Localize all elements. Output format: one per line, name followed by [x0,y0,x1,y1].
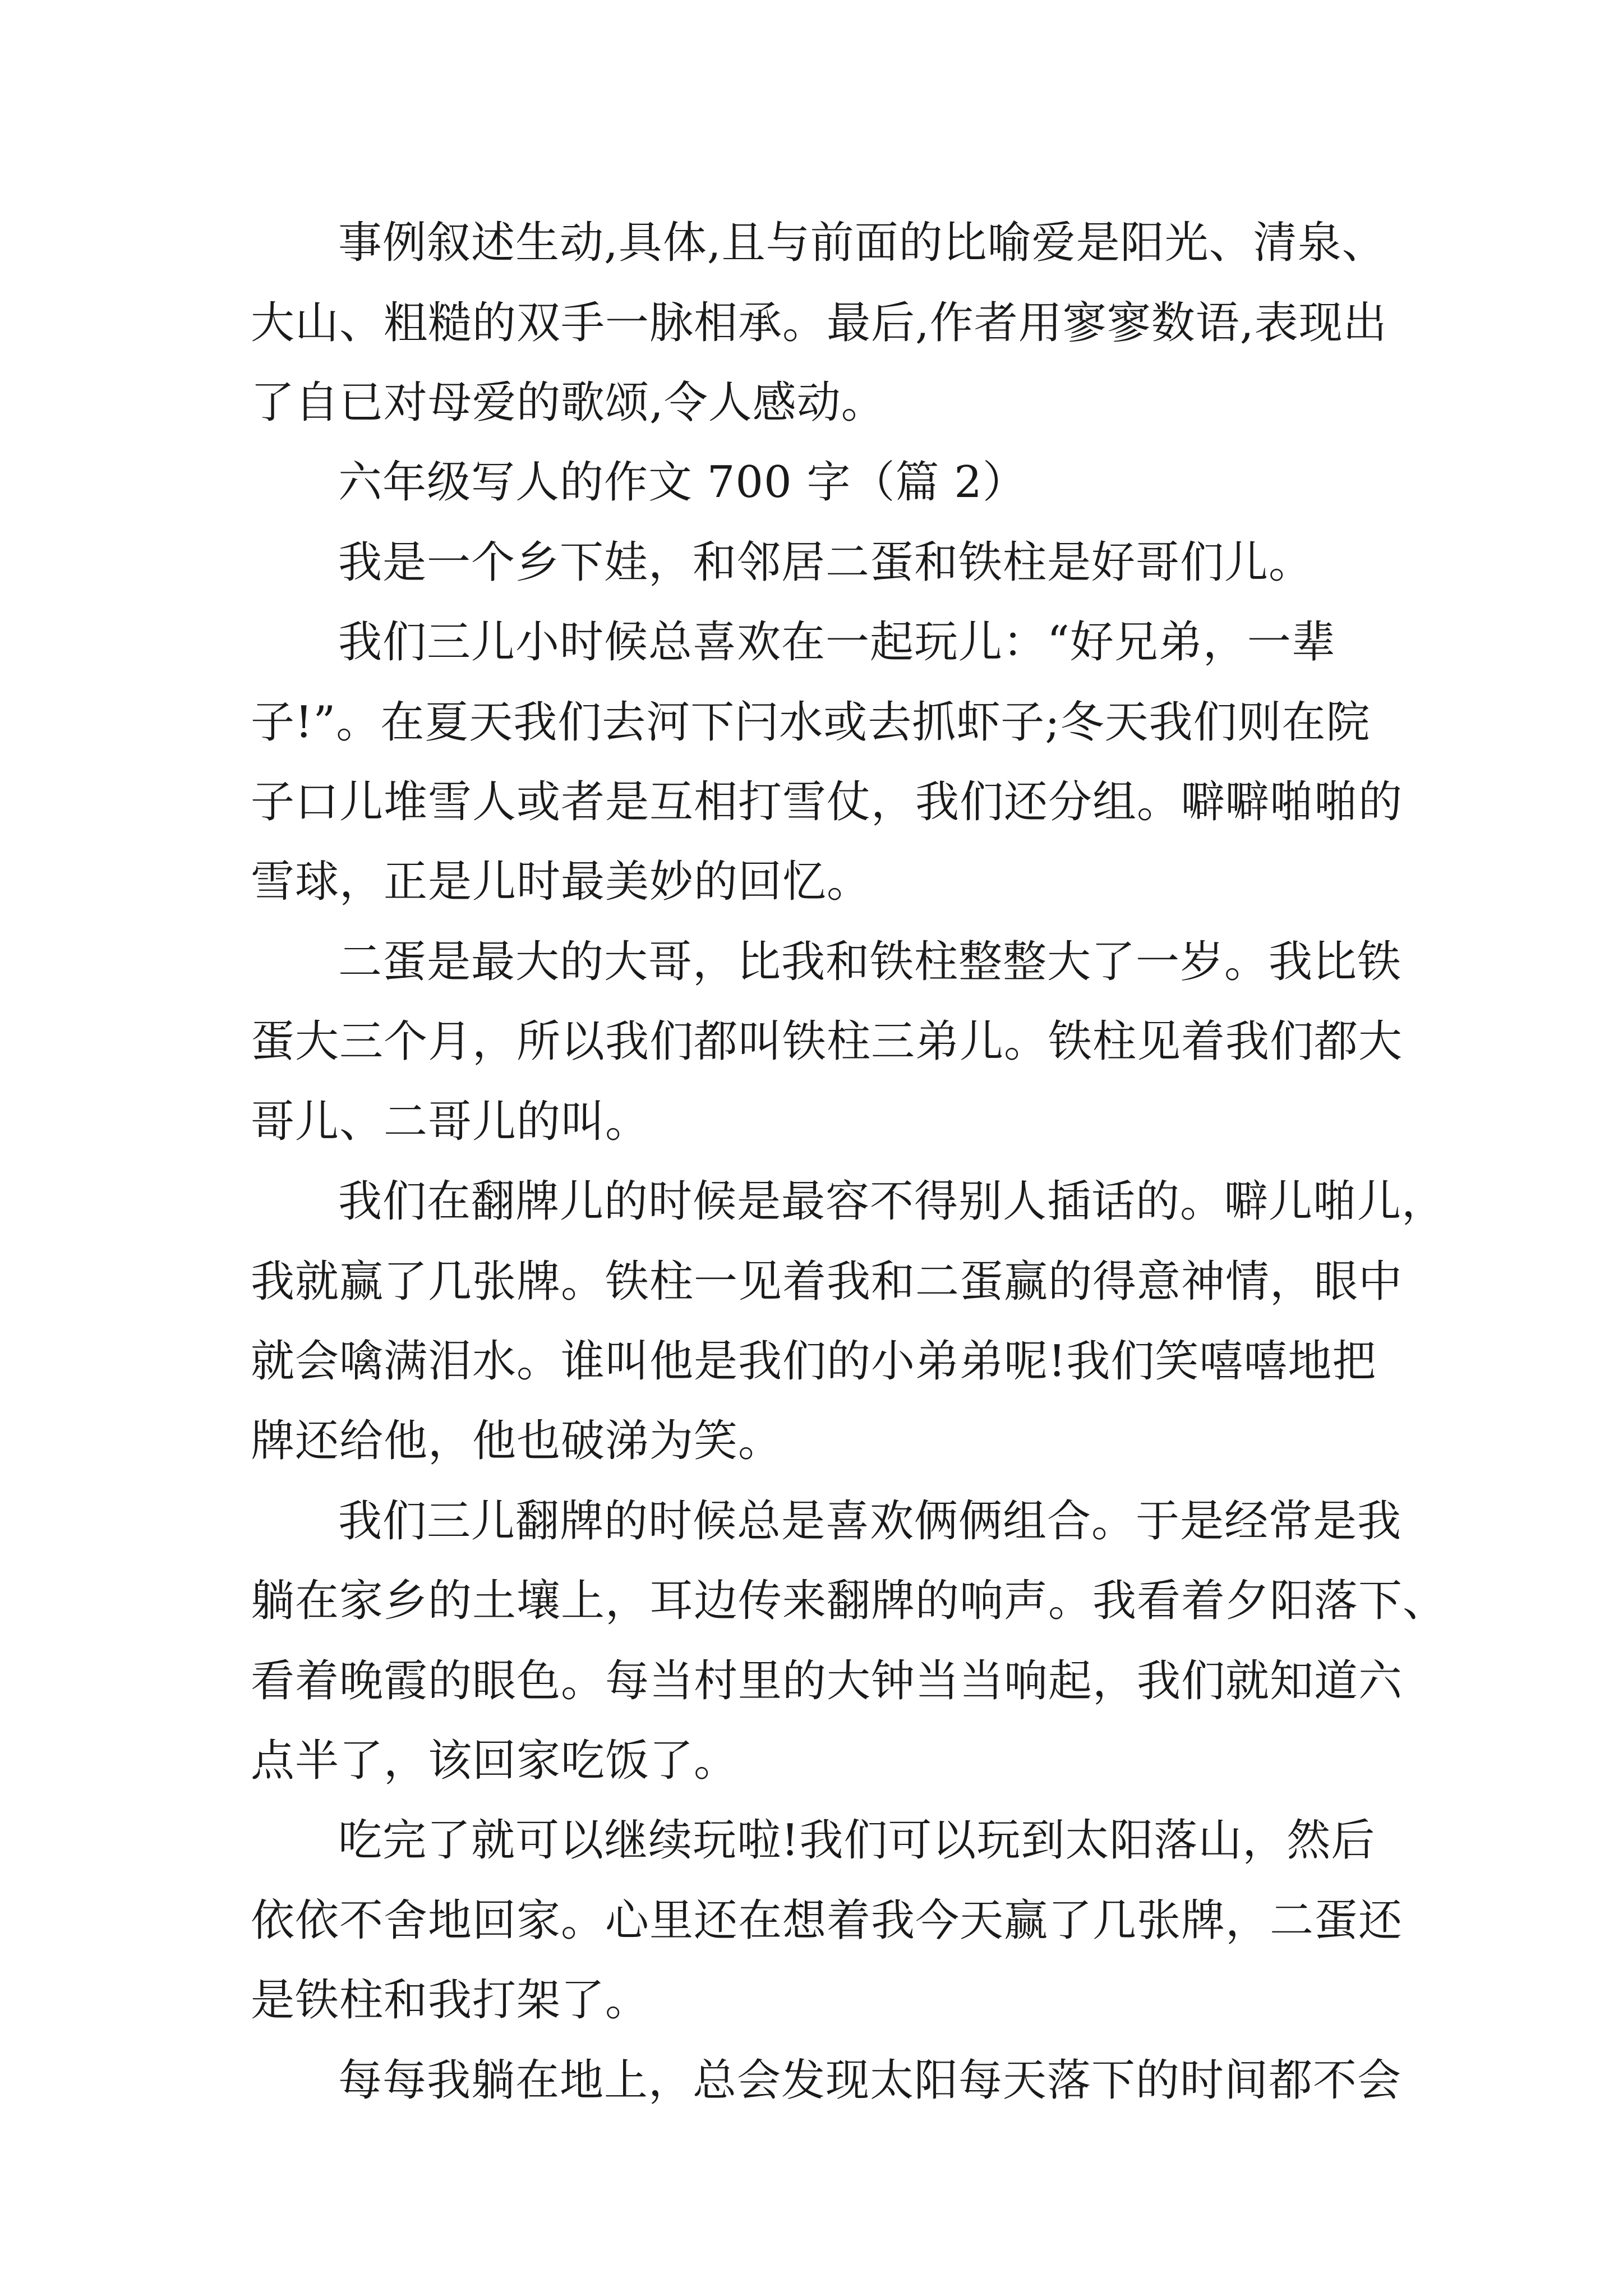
text-line-8: 子口儿堆雪人或者是互相打雪仗，我们还分组。噼噼啪啪的 [251,777,1403,827]
text-line-16: 牌还给他，他也破涕为笑。 [251,1416,783,1466]
text-line-3: 了自已对母爱的歌颂,令人感动。 [251,378,886,428]
text-line-5: 我是一个乡下娃，和邻居二蛋和铁柱是好哥们儿。 [338,537,1313,588]
text-line-24: 每每我躺在地上，总会发现太阳每天落下的时间都不会 [338,2055,1402,2106]
text-line-1: 事例叙述生动,具体,且与前面的比喻爱是阳光、清泉、 [338,218,1386,268]
text-line-17: 我们三儿翻牌的时候总是喜欢俩俩组合。于是经常是我 [338,1496,1402,1547]
text-line-13: 我们在翻牌儿的时候是最容不得别人插话的。噼儿啪儿， [338,1176,1446,1227]
text-line-20: 点半了，该回家吃饭了。 [251,1736,739,1786]
section-heading: 六年级写人的作文 700 字（篇 2） [338,457,1027,508]
text-line-23: 是铁柱和我打架了。 [251,1975,650,2026]
text-line-21: 吃完了就可以继续玩啦!我们可以玩到太阳落山，然后 [338,1815,1376,1866]
text-line-11: 蛋大三个月，所以我们都叫铁柱三弟儿。铁柱见着我们都大 [251,1016,1403,1067]
text-line-2: 大山、粗糙的双手一脉相承。最后,作者用寥寥数语,表现出 [251,298,1387,348]
text-line-22: 依依不舍地回家。心里还在想着我今天赢了几张牌，二蛋还 [251,1895,1403,1946]
text-line-12: 哥儿、二哥儿的叫。 [251,1097,650,1147]
text-line-19: 看着晚霞的眼色。每当村里的大钟当当响起，我们就知道六 [251,1656,1403,1706]
text-line-14: 我就赢了几张牌。铁柱一见着我和二蛋赢的得意神情，眼中 [251,1257,1403,1307]
text-line-10: 二蛋是最大的大哥，比我和铁柱整整大了一岁。我比铁 [338,937,1402,987]
text-line-7: 子!”。在夏天我们去河下闩水或去抓虾子;冬天我们则在院 [251,697,1371,748]
text-line-18: 躺在家乡的土壤上，耳边传来翻牌的响声。我看着夕阳落下、 [251,1576,1447,1626]
text-line-6: 我们三儿小时候总喜欢在一起玩儿：“好兄弟，一辈 [338,617,1336,668]
text-line-9: 雪球，正是儿时最美妙的回忆。 [251,857,872,907]
text-line-15: 就会噙满泪水。谁叫他是我们的小弟弟呢!我们笑嘻嘻地把 [251,1336,1377,1387]
